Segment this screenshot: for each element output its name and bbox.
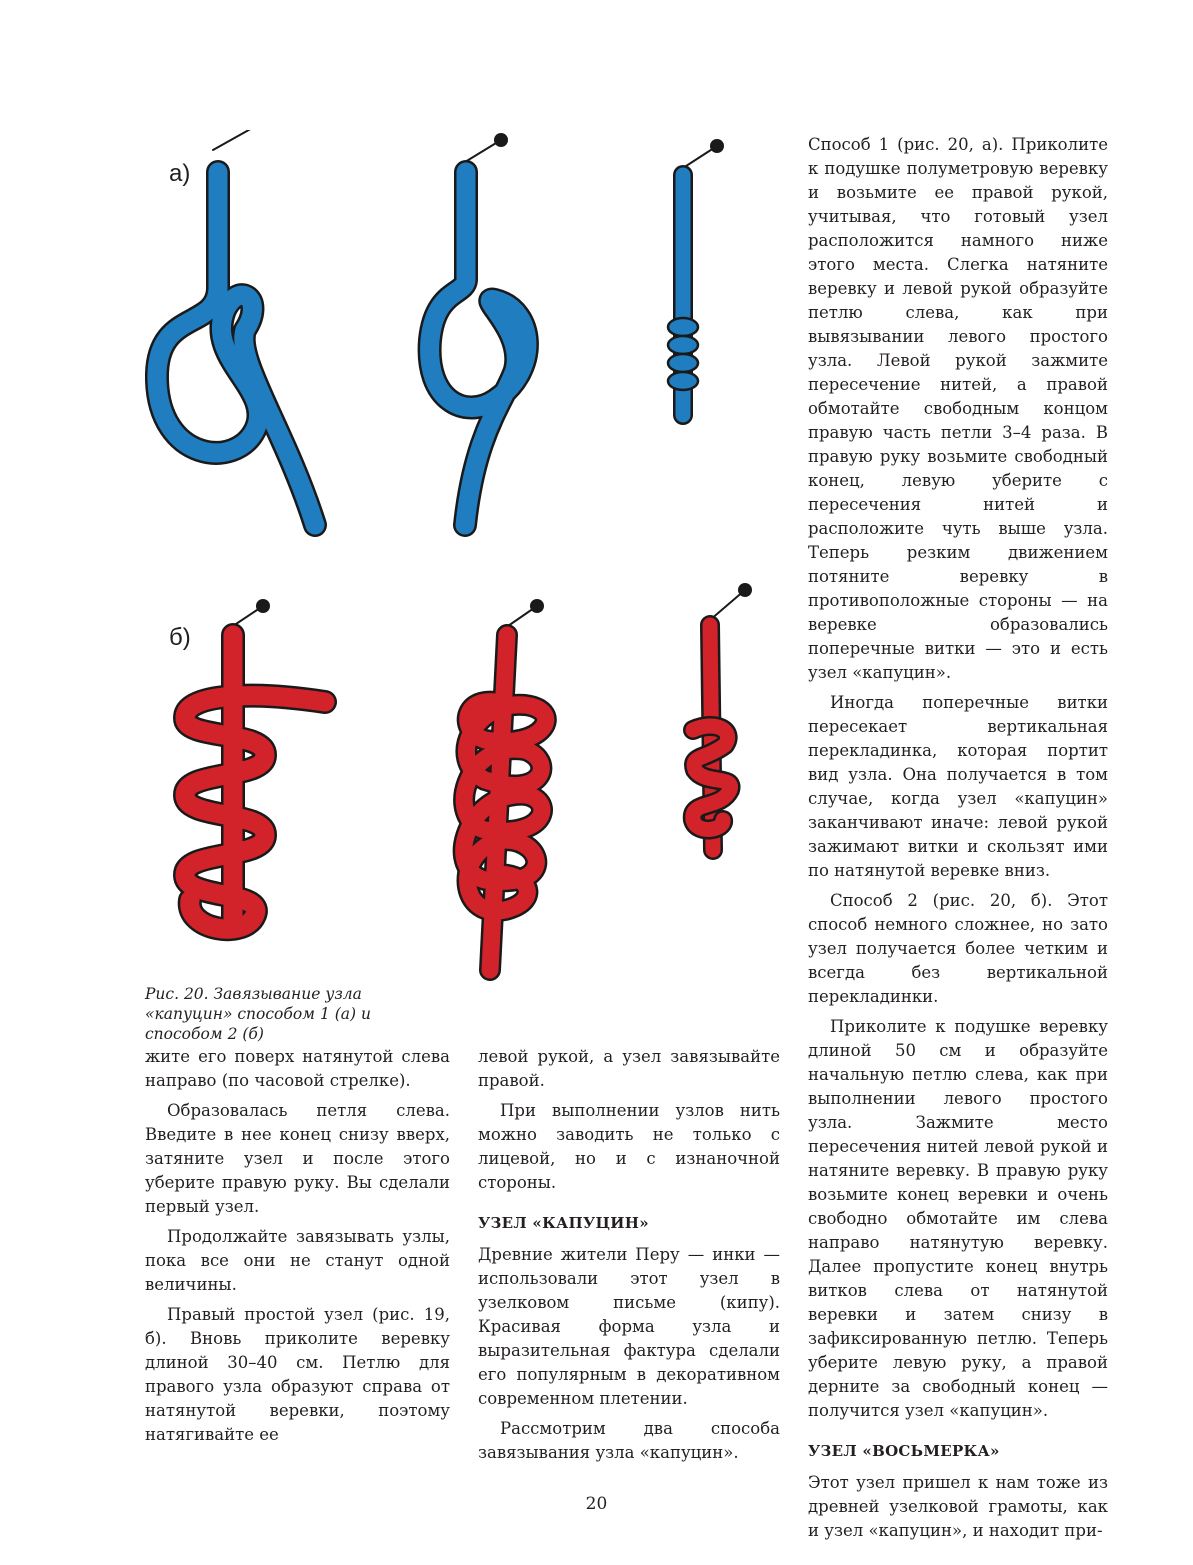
knot-b-step2 [464,599,546,970]
paragraph: Приколите к подушке веревку длиной 50 см и образуйте начальную петлю слева, как при выполнении левого простого узла. Зажмите место пересечения нитей левой рукой и натяните веревку. В правую руку возьмите конец веревки и очень свободно обмотайте им слева направо натянутую веревку. Далее пропустите конец внутрь витков слева от натянутой веревки и затем снизу в зафиксированную петлю. Теперь уберите левую руку, а правой дерните за свободный конец — получится узел «капуцин». [808,1017,1108,1420]
knot-b-step3 [693,583,752,850]
paragraph: Способ 2 (рис. 20, б). Этот способ немного сложнее, но зато узел получается более четким и всегда без вертикальной перекладинки. [808,891,1108,1006]
figure-caption: Рис. 20. Завязывание узла «капуцин» способом 1 (а) и способом 2 (б) [145,985,371,1043]
paragraph: Иногда поперечные витки пересекает вертикальная перекладинка, которая портит вид узла. Она получается в том случае, когда узел «капуцин» заканчивают иначе: левой рукой зажимают витки и скользят ими по натянутой веревке вниз. [808,693,1108,880]
label-b: б) [169,624,191,651]
left-column [145,1045,450,1447]
knot-a-step3 [668,139,724,415]
paragraph: Правый простой узел (рис. 19, б). Вновь приколите веревку длиной 30–40 см. Петлю для правого узла образуют справа от натянутой веревки, поэтому натягивайте ее [145,1305,450,1444]
section-heading: УЗЕЛ «ВОСЬМЕРКА» [808,1442,1000,1460]
paragraph: Этот узел пришел к нам тоже из древней узелковой грамоты, как и узел «капуцин», и находит при- [808,1473,1108,1540]
paragraph: При выполнении узлов нить можно заводить не только с лицевой, но и с изнаночной стороны. [478,1101,780,1192]
knot-illustrations [145,130,785,990]
paragraph: жите его поверх натянутой слева направо (по часовой стрелке). [145,1047,450,1090]
figure-20 [145,130,785,990]
middle-column [478,1045,780,1465]
paragraph: Рассмотрим два способа завязывания узла «капуцин». [478,1419,780,1462]
right-column [808,133,1108,1543]
label-a: а) [169,160,191,187]
knot-a-step1 [157,130,315,525]
section-heading: УЗЕЛ «КАПУЦИН» [478,1214,649,1232]
paragraph: левой рукой, а узел завязывайте правой. [478,1047,780,1090]
knot-a-step2 [430,133,527,525]
paragraph: Образовалась петля слева. Введите в нее конец снизу вверх, затяните узел и после этого уберите правую руку. Вы сделали первый узел. [145,1101,450,1216]
knot-b-step1 [185,599,325,929]
page-number: 20 [585,1494,608,1514]
paragraph: Продолжайте завязывать узлы, пока все они не станут одной величины. [145,1227,450,1294]
paragraph: Способ 1 (рис. 20, а). Приколите к подушке полуметровую веревку и возьмите ее правой рукой, учитывая, что готовый узел расположится намного ниже этого места. Слегка натяните веревку и левой рукой образуйте петлю слева, как при вывязывании левого простого узла. Левой рукой зажмите пересечение нитей, а правой обмотайте свободным концом правую часть петли 3–4 раза. В правую руку возьмите свободный конец, левую уберите с пересечения нитей и расположите чуть выше узла. Теперь резким движением потяните веревку в противоположные стороны — на веревке образовались поперечные витки — это и есть узел «капуцин». [808,135,1108,682]
paragraph: Древние жители Перу — инки — использовали этот узел в узелковом письме (кипу). Красивая форма узла и выразительная фактура сделали его популярным в декоративном современном плетении. [478,1245,780,1408]
